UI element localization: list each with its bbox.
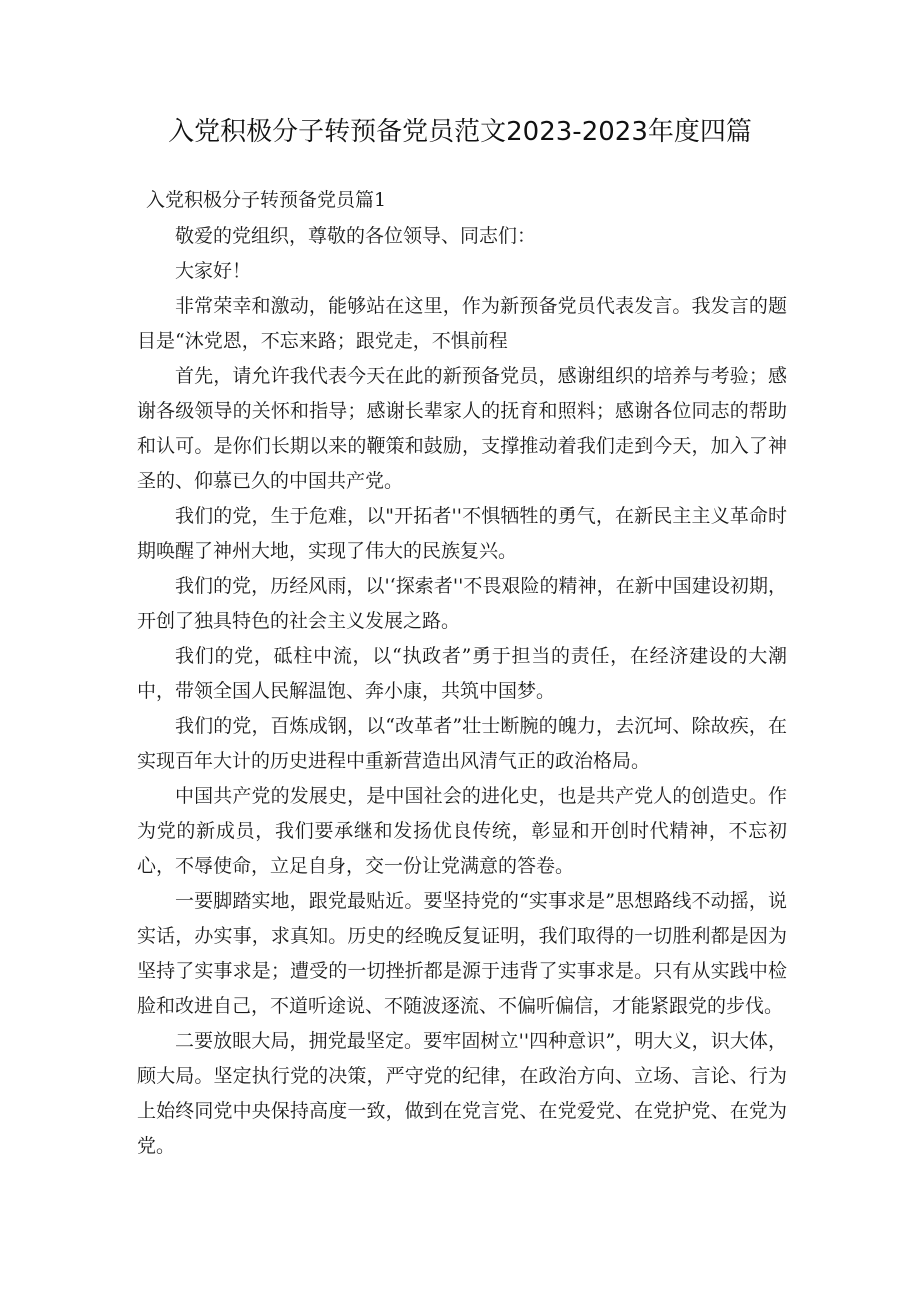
paragraph: 一要脚踏实地，跟党最贴近。要坚持党的“实事求是”思想路线不动摇，说实话，办实事，求真知。历史的经晚反复证明，我们取得的一切胜利都是因为坚持了实事求是；遭受的一切挫折都是源于违背了实事求是。只有从实践中检脸和改进自己，不道听途说、不随波逐流、不偏听偏信，才能紧跟党的步伐。 bbox=[137, 890, 787, 1017]
paragraph: 我们的党，历经风雨，以'‘探索者''不畏艰险的精神，在新中国建设初期，开创了独具特色的社会主义发展之路。 bbox=[137, 575, 787, 632]
paragraph: 中国共产党的发展史，是中国社会的进化史，也是共产党人的创造史。作为党的新成员，我们要承继和发扬优良传统，彰显和开创时代精神，不忘初心，不辱使命，立足自身，交一份让党满意的答卷。 bbox=[137, 785, 787, 877]
paragraph: 我们的党，砥柱中流，以“执政者”勇于担当的责任，在经济建设的大潮中，带领全国人民解温饱、奔小康，共筑中国梦。 bbox=[137, 645, 787, 702]
paragraph: 非常荣幸和激动，能够站在这里，作为新预备党员代表发言。我发言的题目是“沐党恩，不忘来路；跟党走，不惧前程 bbox=[137, 295, 787, 352]
paragraph: 敬爱的党组织，尊敬的各位领导、同志们： bbox=[175, 225, 537, 247]
paragraph: 首先，请允许我代表今天在此的新预备党员，感谢组织的培养与考验；感谢各级领导的关怀和指导；感谢长辈家人的抚育和照料；感谢各位同志的帮助和认可。是你们长期以来的鞭策和鼓励，支撑推动着我们走到今天，加入了神圣的、仰慕已久的中国共产党。 bbox=[137, 365, 787, 492]
paragraph: 大家好！ bbox=[175, 260, 252, 282]
paragraph: 二要放眼大局，拥党最坚定。要牢固树立''四种意识”，明大义，识大体，顾大局。坚定执行党的决策，严守党的纪律，在政治方向、立场、言论、行为上始终同党中央保持高度一致，做到在党言党、在党爱党、在党护党、在党为党。 bbox=[137, 1030, 787, 1157]
document-body bbox=[137, 219, 787, 1164]
section-heading: 入党积极分子转预备党员篇1 bbox=[146, 189, 387, 211]
document-title: 入党积极分子转预备党员范文2023-2023年度四篇 bbox=[168, 117, 752, 147]
paragraph: 我们的党，生于危难，以"开拓者''不惧牺牲的勇气，在新民主主义革命时期唤醒了神州大地，实现了伟大的民族复兴。 bbox=[137, 505, 787, 562]
paragraph: 我们的党，百炼成钢，以“改革者”壮士断腕的魄力，去沉坷、除故疾，在实现百年大计的历史进程中重新营造出风清气正的政治格局。 bbox=[137, 715, 787, 772]
